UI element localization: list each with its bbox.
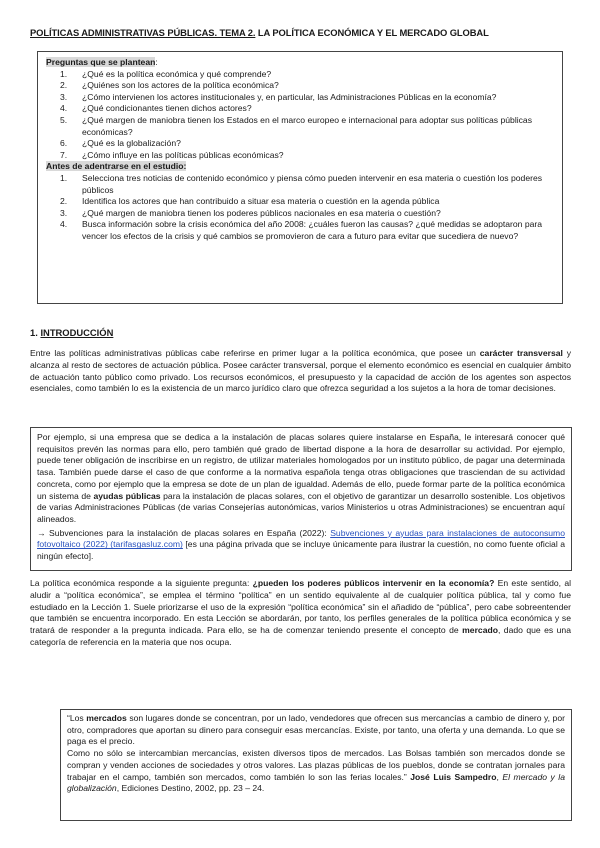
example-text-a: Por ejemplo, si una empresa que se dedica a la instalación de placas solares quiere instalarse en España, le interesará conocer qué requisitos prevén las normas para ello, pero también qué grado de libertad dispone a la hora de desarrollar su actividad. Por ejemplo, puede tener obligación de inscribirse en un registro, de utilizar materiales homologados por un instituto público, de pagar una determinada tasa. También puede darse el caso de que conforme a la normativa española tenga otras obligaciones que trasciendan de su actividad concreta, como por ejemplo que la empresa se dote de un plan de igualdad. Además de ello, puede formar parte de la política económica un sistema de: [37, 432, 565, 501]
quote-box: [60, 709, 572, 821]
question-text: ¿Quiénes son los actores de la política económica?: [82, 80, 279, 91]
study-item: [46, 196, 554, 208]
study-text: Identifica los actores que han contribuido a situar esa materia o cuestión en la agenda pública: [82, 196, 440, 207]
study-list: [46, 173, 554, 243]
quote-bold-term: mercados: [86, 713, 127, 723]
example-paragraph: [37, 432, 565, 526]
reference-prefix: → Subvenciones para la instalación de placas solares en España (2022):: [37, 527, 331, 538]
study-item: [46, 219, 554, 242]
study-text: Busca información sobre la crisis económica del año 2008: ¿cuáles fueron las causas? ¿qué medidas se adoptaron para vencer los efectos de la crisis y qué cambios se promovieron de cara a futuro para evitar que sucediera de nuevo?: [82, 219, 543, 241]
question-item: [46, 150, 554, 162]
example-box: [30, 427, 572, 571]
question-item: [46, 103, 554, 115]
quote-text-b: son lugares donde se concentran, por un lado, vendedores que ofrecen sus mercancías a cambio de dinero y, por otro, compradores que aportan su dinero para conseguir esas mercancías. Existe, por tanto, una oferta y una demanda. Lo que se paga es el precio.: [67, 713, 565, 747]
question-number: 4.: [60, 103, 68, 114]
example-text-b: para la instalación de placas solares, con el objetivo de garantizar un desarrollo sostenible. Los objetivos de varias Administraciones Públicas (de varias Consejerías autonómicas, varios Ministerios u otras Administraciones) se encuentran aquí alineados.: [37, 490, 566, 524]
question-paragraph: [30, 578, 571, 649]
question-number: 1.: [60, 68, 68, 79]
reference-link[interactable]: Subvenciones y ayudas para instalaciones de autoconsumo fotovoltaico (2022) (tarifasgasluz.com): [37, 527, 565, 550]
study-number: 3.: [60, 207, 68, 218]
question-item: [46, 69, 554, 81]
question-text-c: , dado que es una categoría de referencia en la materia que nos ocupa.: [30, 625, 571, 647]
question-text: ¿Qué es la globalización?: [82, 138, 181, 149]
study-heading: [46, 161, 554, 173]
quote-book-title: El mercado y la globalización: [67, 771, 565, 794]
question-item: [46, 92, 554, 104]
question-item: [46, 115, 554, 138]
quote-author: José Luis Sampedro: [410, 771, 497, 782]
questions-heading-label: Preguntas que se plantean: [46, 57, 156, 67]
study-heading-label: Antes de adentrarse en el estudio:: [46, 161, 187, 172]
intro-paragraph: [30, 348, 571, 395]
study-item: [46, 173, 554, 196]
question-text: ¿Cómo influye en las políticas públicas económicas?: [82, 149, 284, 160]
section-heading: [30, 327, 113, 338]
question-text-b: En este sentido, al aludir a “política económica”, se emplea el término “política” en un sentido equivalente al de cualquier política pública, tal y como fue estudiado en la Lección 1. Suele priorizarse el uso de la expresión “política económica” sin el añadido de “pública”, pero cabe sobreentender que también se encuentra incorporado. En esta Lección se abordarán, por tanto, los perfiles generales de la política pública económica y se tratará de responder a la pregunta indicada. Para ello, se ha de comenzar teniendo presente el concepto de: [30, 578, 572, 636]
example-reference: [37, 528, 565, 563]
question-item: [46, 138, 554, 150]
quote-separator: ,: [496, 771, 503, 782]
quote-text-c: Como no sólo se intercambian mercancías, existen diversos tipos de mercados. Las Bolsas también son mercados donde se compran y venden acciones de sociedades y otros valores. Las plazas públicas de los pueblos, donde se contratan jornales para trabajar en el campo, también son mercados, como también lo son las ferias locales.”: [67, 748, 565, 782]
study-text: ¿Qué margen de maniobra tienen los poderes públicos nacionales en esa materia o cuestión?: [82, 207, 441, 218]
question-text: ¿Qué margen de maniobra tienen los Estados en el marco europeo e internacional para adoptar sus políticas públicas económicas?: [82, 114, 533, 137]
question-number: 2.: [60, 80, 68, 91]
question-number: 7.: [60, 149, 68, 160]
questions-heading: [46, 57, 554, 69]
question-text: ¿Qué es la política económica y qué comprende?: [82, 68, 272, 79]
study-number: 4.: [60, 219, 68, 230]
question-number: 3.: [60, 91, 68, 102]
quote-paragraph-1: [67, 713, 565, 748]
quote-citation: , Ediciones Destino, 2002, pp. 23 – 24.: [116, 783, 265, 794]
study-number: 2.: [60, 196, 68, 207]
quote-paragraph-2: [67, 748, 565, 795]
question-text: ¿Qué condicionantes tienen dichos actores?: [82, 103, 252, 114]
question-text-a: La política económica responde a la siguiente pregunta:: [30, 578, 253, 588]
question-item: [46, 80, 554, 92]
quote-text-a: “Los: [67, 713, 87, 723]
study-text: Selecciona tres noticias de contenido económico y piensa cómo pueden intervenir en esa materia o cuestión los poderes públicos: [82, 172, 543, 195]
section-number: 1.: [30, 327, 41, 338]
document-title: [30, 27, 575, 38]
reference-suffix: [es una página privada que se incluye únicamente para ilustrar la cuestión, no como fuente oficial a ningún efecto].: [37, 539, 566, 562]
questions-box: [37, 51, 563, 304]
question-text: ¿Cómo intervienen los actores institucionales y, en particular, las Administraciones Públicas en la economía?: [82, 91, 497, 102]
question-number: 6.: [60, 138, 68, 149]
questions-list: [46, 69, 554, 162]
document-title-prefix: POLÍTICAS ADMINISTRATIVAS PÚBLICAS. TEMA 2.: [30, 27, 256, 38]
study-number: 1.: [60, 172, 68, 183]
questions-heading-colon: :: [155, 57, 158, 67]
question-bold: ¿pueden los poderes públicos intervenir en la economía?: [252, 578, 495, 588]
study-item: [46, 208, 554, 220]
intro-text-b: y alcanza al resto de sectores de actuación pública. Posee carácter transversal, porque el elemento económico es esencial en cualquier ámbito de actuación tanto público como privado. Los recursos económicos, el presupuesto y la capacidad de acción de los agentes son aspectos esenciales, como también lo es la existencia de un marco jurídico claro que ofrezca seguridad a los sujetos a la hora de tomar decisiones.: [30, 348, 572, 394]
question-number: 5.: [60, 114, 68, 125]
mercado-bold: mercado: [462, 625, 498, 636]
intro-text-a: Entre las políticas administrativas públicas cabe referirse en primer lugar a la política económica, que posee un: [30, 348, 480, 358]
section-title: INTRODUCCIÓN: [40, 327, 114, 338]
intro-bold-term: carácter transversal: [479, 348, 563, 358]
example-bold-term: ayudas públicas: [93, 490, 161, 501]
document-title-rest: LA POLÍTICA ECONÓMICA Y EL MERCADO GLOBAL: [255, 27, 489, 38]
